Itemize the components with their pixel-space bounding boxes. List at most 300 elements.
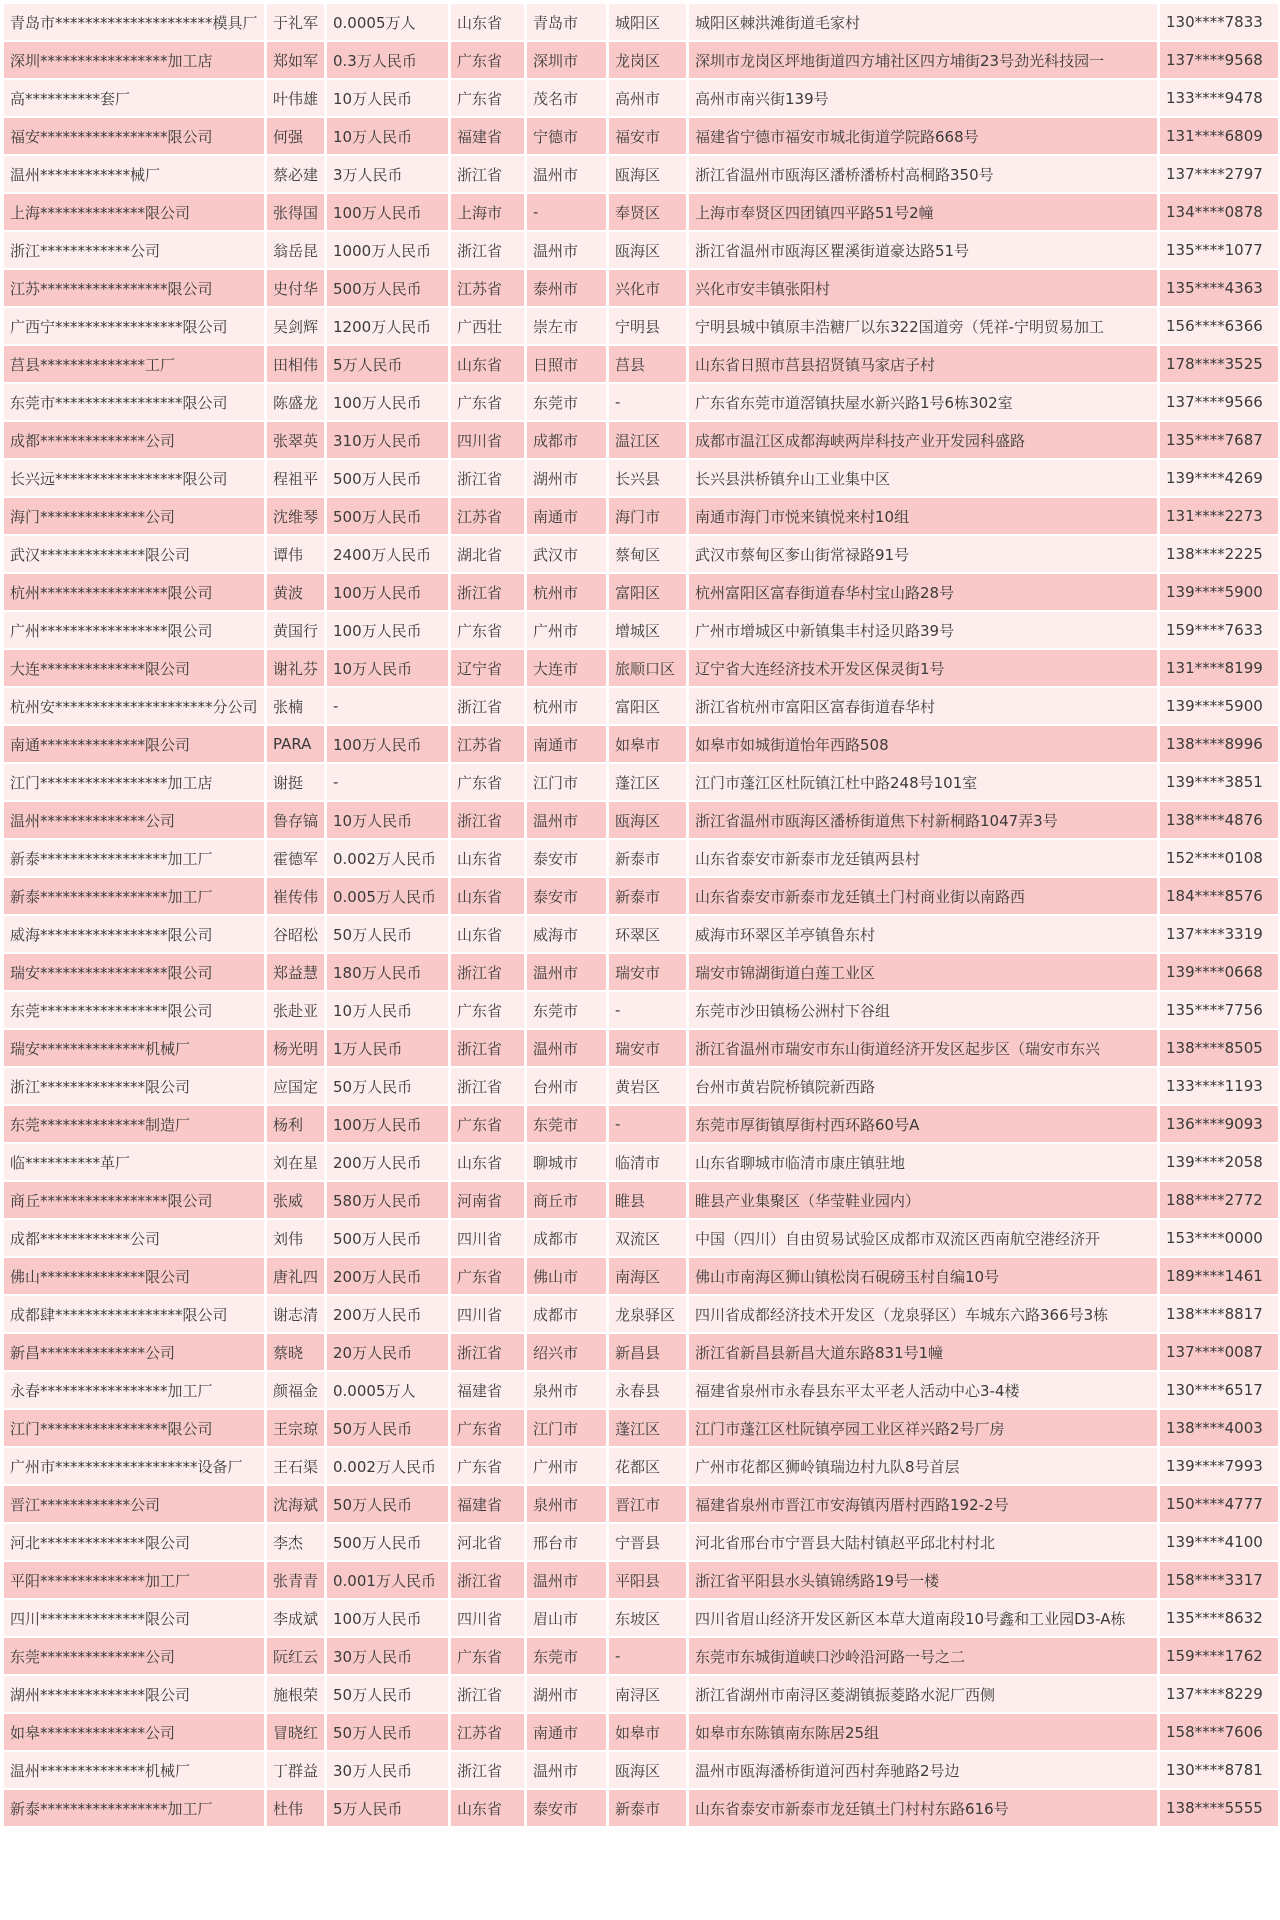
company-name-cell: 杭州*****************限公司 bbox=[4, 574, 267, 612]
city-cell: 成都市 bbox=[527, 1220, 609, 1258]
province-cell: 河北省 bbox=[451, 1524, 527, 1562]
district-cell: 瑞安市 bbox=[609, 954, 689, 992]
city-cell: 南通市 bbox=[527, 1714, 609, 1752]
district-cell: - bbox=[609, 1638, 689, 1676]
table-row bbox=[4, 1676, 1278, 1714]
city-cell: 威海市 bbox=[527, 916, 609, 954]
district-cell: 新泰市 bbox=[609, 1790, 689, 1828]
city-cell: 台州市 bbox=[527, 1068, 609, 1106]
legal-person-cell: 翁岳昆 bbox=[267, 232, 327, 270]
city-cell: 邢台市 bbox=[527, 1524, 609, 1562]
legal-person-cell: 刘伟 bbox=[267, 1220, 327, 1258]
province-cell: 山东省 bbox=[451, 916, 527, 954]
registered-capital-cell: 500万人民币 bbox=[327, 1220, 451, 1258]
province-cell: 江苏省 bbox=[451, 726, 527, 764]
registered-capital-cell: 2400万人民币 bbox=[327, 536, 451, 574]
legal-person-cell: 郑益慧 bbox=[267, 954, 327, 992]
province-cell: 山东省 bbox=[451, 346, 527, 384]
legal-person-cell: 王宗琼 bbox=[267, 1410, 327, 1448]
company-name-cell: 长兴远*****************限公司 bbox=[4, 460, 267, 498]
legal-person-cell: 沈海斌 bbox=[267, 1486, 327, 1524]
district-cell: 高州市 bbox=[609, 80, 689, 118]
address-cell: 浙江省杭州市富阳区富春街道春华村 bbox=[689, 688, 1160, 726]
legal-person-cell: 于礼军 bbox=[267, 4, 327, 42]
district-cell: 南浔区 bbox=[609, 1676, 689, 1714]
legal-person-cell: 应国定 bbox=[267, 1068, 327, 1106]
legal-person-cell: 张楠 bbox=[267, 688, 327, 726]
company-name-cell: 江苏*****************限公司 bbox=[4, 270, 267, 308]
province-cell: 福建省 bbox=[451, 118, 527, 156]
registered-capital-cell: 50万人民币 bbox=[327, 1486, 451, 1524]
table-row bbox=[4, 156, 1278, 194]
province-cell: 浙江省 bbox=[451, 954, 527, 992]
table-row bbox=[4, 1068, 1278, 1106]
table-row bbox=[4, 1258, 1278, 1296]
table-row bbox=[4, 460, 1278, 498]
city-cell: 泉州市 bbox=[527, 1486, 609, 1524]
table-row bbox=[4, 1372, 1278, 1410]
table-row bbox=[4, 1334, 1278, 1372]
registered-capital-cell: 20万人民币 bbox=[327, 1334, 451, 1372]
district-cell: 旅顺口区 bbox=[609, 650, 689, 688]
province-cell: 浙江省 bbox=[451, 460, 527, 498]
address-cell: 武汉市蔡甸区奓山街常禄路91号 bbox=[689, 536, 1160, 574]
province-cell: 福建省 bbox=[451, 1486, 527, 1524]
phone-cell: 138****4876 bbox=[1160, 802, 1278, 840]
city-cell: 茂名市 bbox=[527, 80, 609, 118]
legal-person-cell: 杨利 bbox=[267, 1106, 327, 1144]
district-cell: 城阳区 bbox=[609, 4, 689, 42]
legal-person-cell: 蔡晓 bbox=[267, 1334, 327, 1372]
company-name-cell: 青岛市*********************模具厂 bbox=[4, 4, 267, 42]
company-name-cell: 武汉**************限公司 bbox=[4, 536, 267, 574]
province-cell: 山东省 bbox=[451, 1144, 527, 1182]
province-cell: 广东省 bbox=[451, 80, 527, 118]
table-row bbox=[4, 1182, 1278, 1220]
address-cell: 瑞安市锦湖街道白莲工业区 bbox=[689, 954, 1160, 992]
province-cell: 湖北省 bbox=[451, 536, 527, 574]
province-cell: 广东省 bbox=[451, 1258, 527, 1296]
province-cell: 上海市 bbox=[451, 194, 527, 232]
province-cell: 浙江省 bbox=[451, 232, 527, 270]
province-cell: 河南省 bbox=[451, 1182, 527, 1220]
province-cell: 广东省 bbox=[451, 384, 527, 422]
phone-cell: 188****2772 bbox=[1160, 1182, 1278, 1220]
registered-capital-cell: 200万人民币 bbox=[327, 1296, 451, 1334]
phone-cell: 137****9568 bbox=[1160, 42, 1278, 80]
legal-person-cell: 吴剑辉 bbox=[267, 308, 327, 346]
table-row bbox=[4, 1562, 1278, 1600]
phone-cell: 137****9566 bbox=[1160, 384, 1278, 422]
address-cell: 江门市蓬江区杜阮镇江杜中路248号101室 bbox=[689, 764, 1160, 802]
province-cell: 浙江省 bbox=[451, 1676, 527, 1714]
city-cell: 武汉市 bbox=[527, 536, 609, 574]
province-cell: 广东省 bbox=[451, 42, 527, 80]
address-cell: 温州市瓯海潘桥街道河西村奔驰路2号边 bbox=[689, 1752, 1160, 1790]
registered-capital-cell: 100万人民币 bbox=[327, 1106, 451, 1144]
legal-person-cell: 鲁存镐 bbox=[267, 802, 327, 840]
city-cell: - bbox=[527, 194, 609, 232]
company-name-cell: 平阳**************加工厂 bbox=[4, 1562, 267, 1600]
registered-capital-cell: 200万人民币 bbox=[327, 1258, 451, 1296]
city-cell: 杭州市 bbox=[527, 574, 609, 612]
district-cell: 环翠区 bbox=[609, 916, 689, 954]
legal-person-cell: 谢挺 bbox=[267, 764, 327, 802]
table-row bbox=[4, 1296, 1278, 1334]
address-cell: 浙江省温州市瓯海区瞿溪街道豪达路51号 bbox=[689, 232, 1160, 270]
legal-person-cell: 唐礼四 bbox=[267, 1258, 327, 1296]
district-cell: 兴化市 bbox=[609, 270, 689, 308]
province-cell: 广东省 bbox=[451, 612, 527, 650]
table-row bbox=[4, 118, 1278, 156]
company-name-cell: 四川**************限公司 bbox=[4, 1600, 267, 1638]
address-cell: 浙江省平阳县水头镇锦绣路19号一楼 bbox=[689, 1562, 1160, 1600]
registered-capital-cell: 100万人民币 bbox=[327, 612, 451, 650]
province-cell: 福建省 bbox=[451, 1372, 527, 1410]
district-cell: 黄岩区 bbox=[609, 1068, 689, 1106]
legal-person-cell: 郑如军 bbox=[267, 42, 327, 80]
table-row bbox=[4, 1030, 1278, 1068]
address-cell: 中国（四川）自由贸易试验区成都市双流区西南航空港经济开 bbox=[689, 1220, 1160, 1258]
province-cell: 浙江省 bbox=[451, 802, 527, 840]
province-cell: 浙江省 bbox=[451, 1068, 527, 1106]
phone-cell: 133****1193 bbox=[1160, 1068, 1278, 1106]
table-row bbox=[4, 232, 1278, 270]
phone-cell: 134****0878 bbox=[1160, 194, 1278, 232]
phone-cell: 139****5900 bbox=[1160, 688, 1278, 726]
company-name-cell: 江门*****************限公司 bbox=[4, 1410, 267, 1448]
table-row bbox=[4, 346, 1278, 384]
registered-capital-cell: 0.001万人民币 bbox=[327, 1562, 451, 1600]
company-name-cell: 东莞市*****************限公司 bbox=[4, 384, 267, 422]
company-name-cell: 瑞安**************机械厂 bbox=[4, 1030, 267, 1068]
registered-capital-cell: 10万人民币 bbox=[327, 118, 451, 156]
province-cell: 浙江省 bbox=[451, 1030, 527, 1068]
address-cell: 辽宁省大连经济技术开发区保灵街1号 bbox=[689, 650, 1160, 688]
province-cell: 广东省 bbox=[451, 992, 527, 1030]
district-cell: 永春县 bbox=[609, 1372, 689, 1410]
city-cell: 绍兴市 bbox=[527, 1334, 609, 1372]
phone-cell: 131****8199 bbox=[1160, 650, 1278, 688]
city-cell: 杭州市 bbox=[527, 688, 609, 726]
registered-capital-cell: 0.0005万人 bbox=[327, 4, 451, 42]
registered-capital-cell: 100万人民币 bbox=[327, 1600, 451, 1638]
district-cell: 海门市 bbox=[609, 498, 689, 536]
table-row bbox=[4, 422, 1278, 460]
table-row bbox=[4, 1106, 1278, 1144]
city-cell: 东莞市 bbox=[527, 992, 609, 1030]
table-row bbox=[4, 1486, 1278, 1524]
address-cell: 广州市增城区中新镇集丰村迳贝路39号 bbox=[689, 612, 1160, 650]
province-cell: 浙江省 bbox=[451, 1562, 527, 1600]
city-cell: 广州市 bbox=[527, 1448, 609, 1486]
phone-cell: 189****1461 bbox=[1160, 1258, 1278, 1296]
city-cell: 广州市 bbox=[527, 612, 609, 650]
district-cell: 瓯海区 bbox=[609, 232, 689, 270]
registered-capital-cell: 10万人民币 bbox=[327, 992, 451, 1030]
table-body bbox=[4, 4, 1278, 1828]
company-name-cell: 河北**************限公司 bbox=[4, 1524, 267, 1562]
legal-person-cell: 李杰 bbox=[267, 1524, 327, 1562]
company-name-cell: 威海*****************限公司 bbox=[4, 916, 267, 954]
registered-capital-cell: 50万人民币 bbox=[327, 1714, 451, 1752]
phone-cell: 135****7756 bbox=[1160, 992, 1278, 1030]
district-cell: 福安市 bbox=[609, 118, 689, 156]
phone-cell: 159****7633 bbox=[1160, 612, 1278, 650]
legal-person-cell: 黄国行 bbox=[267, 612, 327, 650]
phone-cell: 138****5555 bbox=[1160, 1790, 1278, 1828]
phone-cell: 130****6517 bbox=[1160, 1372, 1278, 1410]
district-cell: 如皋市 bbox=[609, 1714, 689, 1752]
district-cell: 瓯海区 bbox=[609, 802, 689, 840]
company-name-cell: 晋江************公司 bbox=[4, 1486, 267, 1524]
address-cell: 东莞市东城街道峡口沙岭沿河路一号之二 bbox=[689, 1638, 1160, 1676]
company-name-cell: 东莞*****************限公司 bbox=[4, 992, 267, 1030]
legal-person-cell: 蔡必建 bbox=[267, 156, 327, 194]
province-cell: 浙江省 bbox=[451, 688, 527, 726]
city-cell: 温州市 bbox=[527, 1562, 609, 1600]
company-name-cell: 大连**************限公司 bbox=[4, 650, 267, 688]
table-row bbox=[4, 612, 1278, 650]
phone-cell: 138****2225 bbox=[1160, 536, 1278, 574]
company-name-cell: 福安*****************限公司 bbox=[4, 118, 267, 156]
phone-cell: 135****7687 bbox=[1160, 422, 1278, 460]
district-cell: - bbox=[609, 384, 689, 422]
legal-person-cell: 霍德军 bbox=[267, 840, 327, 878]
phone-cell: 135****4363 bbox=[1160, 270, 1278, 308]
province-cell: 浙江省 bbox=[451, 1334, 527, 1372]
phone-cell: 137****0087 bbox=[1160, 1334, 1278, 1372]
address-cell: 睢县产业集聚区（华莹鞋业园内） bbox=[689, 1182, 1160, 1220]
registered-capital-cell: 580万人民币 bbox=[327, 1182, 451, 1220]
phone-cell: 138****8505 bbox=[1160, 1030, 1278, 1068]
table-row bbox=[4, 878, 1278, 916]
city-cell: 湖州市 bbox=[527, 1676, 609, 1714]
city-cell: 深圳市 bbox=[527, 42, 609, 80]
phone-cell: 158****3317 bbox=[1160, 1562, 1278, 1600]
address-cell: 宁明县城中镇原丰浩糖厂以东322国道旁（凭祥-宁明贸易加工 bbox=[689, 308, 1160, 346]
province-cell: 四川省 bbox=[451, 422, 527, 460]
company-name-cell: 佛山**************限公司 bbox=[4, 1258, 267, 1296]
address-cell: 福建省宁德市福安市城北街道学院路668号 bbox=[689, 118, 1160, 156]
registered-capital-cell: 1000万人民币 bbox=[327, 232, 451, 270]
district-cell: - bbox=[609, 1106, 689, 1144]
phone-cell: 139****2058 bbox=[1160, 1144, 1278, 1182]
district-cell: - bbox=[609, 992, 689, 1030]
city-cell: 温州市 bbox=[527, 802, 609, 840]
legal-person-cell: 张赴亚 bbox=[267, 992, 327, 1030]
registered-capital-cell: 10万人民币 bbox=[327, 802, 451, 840]
company-name-cell: 新昌**************公司 bbox=[4, 1334, 267, 1372]
address-cell: 上海市奉贤区四团镇四平路51号2幢 bbox=[689, 194, 1160, 232]
table-row bbox=[4, 536, 1278, 574]
table-row bbox=[4, 1600, 1278, 1638]
address-cell: 台州市黄岩院桥镇院新西路 bbox=[689, 1068, 1160, 1106]
address-cell: 兴化市安丰镇张阳村 bbox=[689, 270, 1160, 308]
legal-person-cell: 张翠英 bbox=[267, 422, 327, 460]
city-cell: 东莞市 bbox=[527, 1106, 609, 1144]
district-cell: 增城区 bbox=[609, 612, 689, 650]
company-name-cell: 江门*****************加工店 bbox=[4, 764, 267, 802]
phone-cell: 137****8229 bbox=[1160, 1676, 1278, 1714]
company-name-cell: 广州*****************限公司 bbox=[4, 612, 267, 650]
legal-person-cell: 王石渠 bbox=[267, 1448, 327, 1486]
province-cell: 四川省 bbox=[451, 1220, 527, 1258]
legal-person-cell: 田相伟 bbox=[267, 346, 327, 384]
phone-cell: 136****9093 bbox=[1160, 1106, 1278, 1144]
address-cell: 浙江省温州市瓯海区潘桥潘桥村高桐路350号 bbox=[689, 156, 1160, 194]
district-cell: 晋江市 bbox=[609, 1486, 689, 1524]
company-name-cell: 杭州安*********************分公司 bbox=[4, 688, 267, 726]
registered-capital-cell: 500万人民币 bbox=[327, 460, 451, 498]
address-cell: 长兴县洪桥镇弁山工业集中区 bbox=[689, 460, 1160, 498]
registered-capital-cell: 10万人民币 bbox=[327, 650, 451, 688]
table-row bbox=[4, 726, 1278, 764]
address-cell: 佛山市南海区狮山镇松岗石硯磅玉村自编10号 bbox=[689, 1258, 1160, 1296]
address-cell: 成都市温江区成都海峡两岸科技产业开发园科盛路 bbox=[689, 422, 1160, 460]
phone-cell: 138****8996 bbox=[1160, 726, 1278, 764]
registered-capital-cell: 310万人民币 bbox=[327, 422, 451, 460]
registered-capital-cell: 1万人民币 bbox=[327, 1030, 451, 1068]
company-name-cell: 温州************械厂 bbox=[4, 156, 267, 194]
registered-capital-cell: 180万人民币 bbox=[327, 954, 451, 992]
phone-cell: 156****6366 bbox=[1160, 308, 1278, 346]
city-cell: 泰安市 bbox=[527, 840, 609, 878]
city-cell: 温州市 bbox=[527, 954, 609, 992]
address-cell: 山东省泰安市新泰市龙廷镇土门村村东路616号 bbox=[689, 1790, 1160, 1828]
address-cell: 城阳区棘洪滩街道毛家村 bbox=[689, 4, 1160, 42]
district-cell: 新昌县 bbox=[609, 1334, 689, 1372]
company-name-cell: 东莞**************公司 bbox=[4, 1638, 267, 1676]
table-row bbox=[4, 498, 1278, 536]
address-cell: 杭州富阳区富春街道春华村宝山路28号 bbox=[689, 574, 1160, 612]
registered-capital-cell: 0.005万人民币 bbox=[327, 878, 451, 916]
address-cell: 南通市海门市悦来镇悦来村10组 bbox=[689, 498, 1160, 536]
province-cell: 广东省 bbox=[451, 1448, 527, 1486]
city-cell: 大连市 bbox=[527, 650, 609, 688]
city-cell: 日照市 bbox=[527, 346, 609, 384]
legal-person-cell: 丁群益 bbox=[267, 1752, 327, 1790]
address-cell: 浙江省新昌县新昌大道东路831号1幢 bbox=[689, 1334, 1160, 1372]
legal-person-cell: 谢志清 bbox=[267, 1296, 327, 1334]
phone-cell: 139****3851 bbox=[1160, 764, 1278, 802]
province-cell: 江苏省 bbox=[451, 498, 527, 536]
company-name-cell: 莒县**************工厂 bbox=[4, 346, 267, 384]
table-row bbox=[4, 1714, 1278, 1752]
legal-person-cell: 杨光明 bbox=[267, 1030, 327, 1068]
registered-capital-cell: 3万人民币 bbox=[327, 156, 451, 194]
table-row bbox=[4, 954, 1278, 992]
table-row bbox=[4, 270, 1278, 308]
registered-capital-cell: 5万人民币 bbox=[327, 346, 451, 384]
legal-person-cell: 黄波 bbox=[267, 574, 327, 612]
legal-person-cell: 施根荣 bbox=[267, 1676, 327, 1714]
province-cell: 山东省 bbox=[451, 840, 527, 878]
company-name-cell: 新泰*****************加工厂 bbox=[4, 1790, 267, 1828]
district-cell: 奉贤区 bbox=[609, 194, 689, 232]
legal-person-cell: 冒晓红 bbox=[267, 1714, 327, 1752]
district-cell: 龙泉驿区 bbox=[609, 1296, 689, 1334]
phone-cell: 135****1077 bbox=[1160, 232, 1278, 270]
province-cell: 江苏省 bbox=[451, 1714, 527, 1752]
phone-cell: 150****4777 bbox=[1160, 1486, 1278, 1524]
table-row bbox=[4, 764, 1278, 802]
district-cell: 宁晋县 bbox=[609, 1524, 689, 1562]
city-cell: 宁德市 bbox=[527, 118, 609, 156]
city-cell: 青岛市 bbox=[527, 4, 609, 42]
table-row bbox=[4, 1752, 1278, 1790]
registered-capital-cell: 500万人民币 bbox=[327, 270, 451, 308]
address-cell: 如皋市东陈镇南东陈居25组 bbox=[689, 1714, 1160, 1752]
city-cell: 成都市 bbox=[527, 422, 609, 460]
registered-capital-cell: 100万人民币 bbox=[327, 726, 451, 764]
district-cell: 莒县 bbox=[609, 346, 689, 384]
district-cell: 蓬江区 bbox=[609, 1410, 689, 1448]
legal-person-cell: 程祖平 bbox=[267, 460, 327, 498]
company-name-cell: 广州市*******************设备厂 bbox=[4, 1448, 267, 1486]
city-cell: 眉山市 bbox=[527, 1600, 609, 1638]
address-cell: 山东省泰安市新泰市龙廷镇土门村商业街以南路西 bbox=[689, 878, 1160, 916]
city-cell: 江门市 bbox=[527, 1410, 609, 1448]
district-cell: 蔡甸区 bbox=[609, 536, 689, 574]
city-cell: 商丘市 bbox=[527, 1182, 609, 1220]
company-name-cell: 如皋**************公司 bbox=[4, 1714, 267, 1752]
legal-person-cell: 叶伟雄 bbox=[267, 80, 327, 118]
province-cell: 四川省 bbox=[451, 1600, 527, 1638]
company-name-cell: 海门**************公司 bbox=[4, 498, 267, 536]
district-cell: 东坡区 bbox=[609, 1600, 689, 1638]
company-name-cell: 成都************公司 bbox=[4, 1220, 267, 1258]
legal-person-cell: 谭伟 bbox=[267, 536, 327, 574]
district-cell: 睢县 bbox=[609, 1182, 689, 1220]
legal-person-cell: 张威 bbox=[267, 1182, 327, 1220]
district-cell: 龙岗区 bbox=[609, 42, 689, 80]
company-name-cell: 温州**************公司 bbox=[4, 802, 267, 840]
registered-capital-cell: 5万人民币 bbox=[327, 1790, 451, 1828]
address-cell: 福建省泉州市永春县东平太平老人活动中心3-4楼 bbox=[689, 1372, 1160, 1410]
registered-capital-cell: 0.0005万人 bbox=[327, 1372, 451, 1410]
legal-person-cell: 沈维琴 bbox=[267, 498, 327, 536]
district-cell: 平阳县 bbox=[609, 1562, 689, 1600]
phone-cell: 152****0108 bbox=[1160, 840, 1278, 878]
phone-cell: 138****4003 bbox=[1160, 1410, 1278, 1448]
city-cell: 聊城市 bbox=[527, 1144, 609, 1182]
city-cell: 泰安市 bbox=[527, 1790, 609, 1828]
province-cell: 辽宁省 bbox=[451, 650, 527, 688]
registered-capital-cell: 0.002万人民币 bbox=[327, 840, 451, 878]
company-table bbox=[4, 4, 1278, 1828]
district-cell: 双流区 bbox=[609, 1220, 689, 1258]
legal-person-cell: 刘在星 bbox=[267, 1144, 327, 1182]
city-cell: 温州市 bbox=[527, 156, 609, 194]
district-cell: 临清市 bbox=[609, 1144, 689, 1182]
address-cell: 东莞市厚街镇厚街村西环路60号A bbox=[689, 1106, 1160, 1144]
table-row bbox=[4, 384, 1278, 422]
address-cell: 山东省泰安市新泰市龙廷镇两县村 bbox=[689, 840, 1160, 878]
city-cell: 泰安市 bbox=[527, 878, 609, 916]
district-cell: 新泰市 bbox=[609, 840, 689, 878]
address-cell: 深圳市龙岗区坪地街道四方埔社区四方埔街23号劲光科技园一 bbox=[689, 42, 1160, 80]
company-name-cell: 浙江************公司 bbox=[4, 232, 267, 270]
table-row bbox=[4, 80, 1278, 118]
phone-cell: 131****6809 bbox=[1160, 118, 1278, 156]
registered-capital-cell: 50万人民币 bbox=[327, 1068, 451, 1106]
registered-capital-cell: 500万人民币 bbox=[327, 498, 451, 536]
province-cell: 广东省 bbox=[451, 1638, 527, 1676]
table-row bbox=[4, 194, 1278, 232]
phone-cell: 130****7833 bbox=[1160, 4, 1278, 42]
legal-person-cell: 李成斌 bbox=[267, 1600, 327, 1638]
